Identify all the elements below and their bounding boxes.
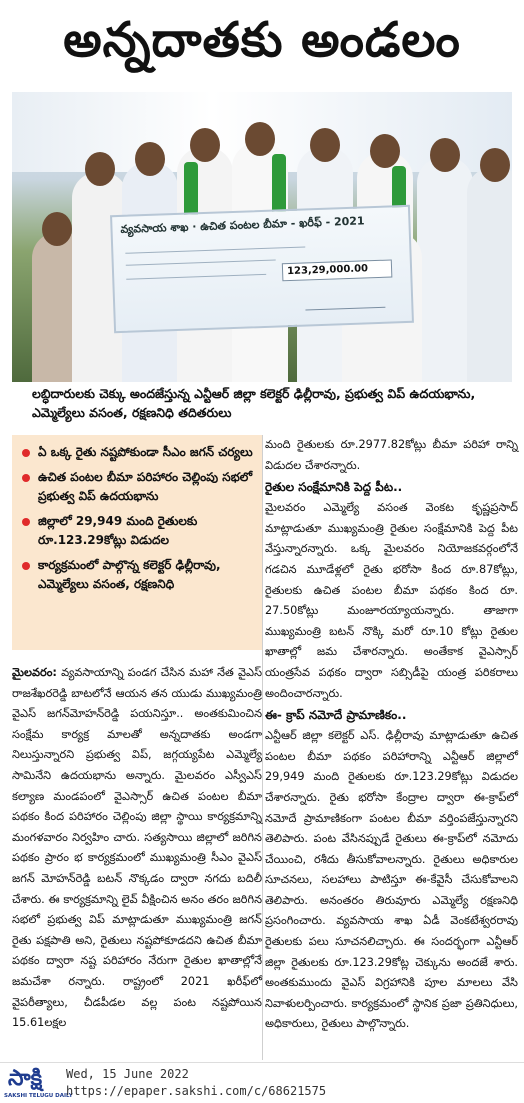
photo-person-head — [135, 142, 165, 176]
highlight-item — [22, 443, 254, 462]
cheque-line — [125, 246, 305, 253]
article-paragraph: మైలవరం ఎమ్మెల్యే వసంత వెంకట కృష్ణప్రసాద్ మాట్లాడుతూ ముఖ్యమంత్రి రైతుల సంక్షేమానికి పెద్ద పీట వేస్తున్నారన్నారు. ఒక్క మైలవరం నియోజకవర్గంలోనే గడచిన మూడేళ్లలో రైతు భరోసా కింద రూ.87కోట్లు, రైతులకు ఉచిత పంటల బీమా పథకం కింద రూ. 27.50కోట్లు మంజూరయ్యాయన్నారు. తాజాగా ముఖ్యమంత్రి బటన్ నొక్కి మరో రూ.10 కోట్లు రైతుల ఖాతాల్లో జమ చేశారన్నారు. అంతేకాక వైఎస్సార్ యంత్రసేవ పథకం ద్వారా సబ్సిడీపై యంత్ర పరికరాలు అందించారన్నారు. — [265, 501, 518, 700]
logo-mark: సాక్షి — [8, 1066, 43, 1091]
column-divider — [262, 435, 263, 1060]
highlight-item — [22, 512, 254, 550]
photo-person-head — [190, 128, 220, 162]
photo-person-head — [430, 138, 460, 172]
cheque-line — [126, 274, 266, 280]
highlight-text: జిల్లాలో 29,949 మంది రైతులకు రూ.123.29కోట్లు విడుదల — [38, 514, 198, 547]
bullet-icon — [22, 449, 30, 457]
highlight-item — [22, 556, 254, 594]
photo-caption: లబ్ధిదారులకు చెక్కు అందజేస్తున్న ఎన్టీఆర్ జిల్లా కలెక్టర్ ఢిల్లీరావు, ప్రభుత్వ విప్ ఉదయభాను, ఎమ్మెల్యేలు వసంత, రక్షణనిధి తదితరులు — [32, 386, 476, 420]
article-paragraph — [12, 663, 262, 1034]
cheque-heading: వ్యవసాయ శాఖ · ఉచిత పంటల బీమా - ఖరీఫ్ - 2021 — [120, 214, 365, 236]
article-paragraph: ఎన్టీఆర్ జిల్లా కలెక్టర్ ఎస్. ఢిల్లీరావు మాట్లాడుతూ ఉచిత పంటల బీమా పథకం పరిహారాన్ని ఎన్టీఆర్ జిల్లాలో 29,949 మంది రైతులకు రూ.123.29కోట్లు విడుదల చేశారన్నారు. రైతు భరోసా కేంద్రాల ద్వారా ఈ-క్రాప్‌లో నమోదే ప్రామాణికంగా పంటల బీమా వర్తింపజేస్తున్నారని తెలిపారు. పంట వేసినప్పుడే రైతులు ఈ-క్రాప్‌లో నమోదు చేయించి, రశీదు తీసుకోవాలన్నారు. రైతులు అధికారుల సూచనలు, సలహాలు పాటిస్తూ ఈ-కేవైసీ చేసుకోవాలని తెలిపారు. అనంతరం తిరువూరు ఎమ్మెల్యే రక్షణనిధి ప్రసంగించారు. వ్యవసాయ శాఖ ఏడీ వెంకటేశ్వరరావు రైతులకు పలు సూచనలిచ్చారు. ఈ సందర్భంగా ఎన్టీఆర్ జిల్లా రైతులకు రూ.123.29కోట్ల చెక్కును అందజే శారు. అంతకుముందు వైఎస్ విగ్రహానికి పూల మాలలు వేసి నివాళులర్పించారు. కార్యక్రమంలో స్థానిక ప్రజా ప్రతినిధులు, అధికారులు, రైతులు పాల్గొన్నారు. — [265, 729, 518, 1031]
subheading: రైతుల సంక్షేమానికి పెద్ద పీట.. — [265, 480, 403, 495]
article-right-column — [265, 435, 518, 1035]
bullet-icon — [22, 562, 30, 570]
article-paragraph: మంది రైతులకు రూ.2977.82కోట్లు బీమా పరిహా రాన్ని విడుదల చేశారన్నారు. — [265, 438, 518, 472]
bullet-icon — [22, 518, 30, 526]
logo-subtitle: SAKSHI TELUGU DAILY — [4, 1093, 73, 1099]
photo-person-head — [370, 134, 400, 168]
headline: అన్నదాతకు అండలం — [63, 12, 461, 68]
highlight-text: ఉచిత పంటల బీమా పరిహారం చెల్లింపు సభలో ప్రభుత్వ విప్ ఉదయభాను — [38, 470, 253, 503]
highlight-item — [22, 468, 254, 506]
subheading: ఈ- క్రాప్ నమోదే ప్రామాణికం.. — [265, 708, 407, 723]
article-left-column — [12, 663, 262, 1034]
footer — [0, 1062, 524, 1103]
dateline: మైలవరం: — [12, 666, 57, 679]
photo-person-head — [85, 152, 115, 186]
photo-person-head — [310, 128, 340, 162]
photo-person — [467, 167, 512, 382]
highlights-box — [12, 435, 262, 650]
epaper-link[interactable]: https://epaper.sakshi.com/c/68621575 — [66, 1084, 327, 1098]
photo-person-head — [480, 148, 510, 182]
news-photo — [12, 92, 512, 382]
photo-person-head — [42, 212, 72, 246]
cheque-line — [126, 260, 276, 266]
big-cheque — [110, 205, 414, 333]
photo-person-head — [245, 122, 275, 156]
photo-person — [417, 157, 473, 382]
cheque-signature — [305, 286, 386, 311]
highlight-text: ఏ ఒక్క రైతు నష్టపోకుండా సీఎం జగన్ చర్యలు — [38, 445, 253, 459]
bullet-icon — [22, 474, 30, 482]
highlight-text: కార్యక్రమంలో పాల్గొన్న కలెక్టర్ ఢిల్లీరావు, ఎమ్మెల్యేలు వసంత, రక్షణనిధి — [38, 558, 221, 591]
edition-date: Wed, 15 June 2022 — [66, 1067, 189, 1081]
cheque-amount: 123,29,000.00 — [282, 259, 393, 281]
article-text: వ్యవసాయాన్ని పండగ చేసిన మహా నేత వైఎస్ రాజశేఖరరెడ్డి బాటలోనే ఆయన తన యుడు ముఖ్యమంత్రి వైఎస్ జగన్‌మోహన్‌రెడ్డి పయనిస్తూ.. అంతకుమించిన సంక్షేమ కార్యక్ర మాలతో అన్నదాతకు అండగా నిలుస్తున్నారని ప్రభుత్వ విప్, జగ్గయ్యపేట ఎమ్మెల్యే సామినేని ఉదయభాను అన్నారు. మైలవరం ఎస్వీఎస్ కల్యాణ మండపంలో వైఎస్సార్ ఉచిత పంటల బీమా పథకం కింద పరిహారం చెల్లింపు జిల్లా స్థాయి కార్యక్రమాన్ని మంగళవారం నిర్వహిం చారు. సత్యసాయి జిల్లాలో జరిగిన పథకం ప్రారం భ కార్యక్రమంలో ముఖ్యమంత్రి సీఎం వైఎస్ జగన్ మోహన్‌రెడ్డి బటన్ నొక్కడం ద్వారా నగదు బదిలీ చేశారు. ఈ కార్యక్రమాన్ని లైవ్ వీక్షించిన అనం తరం జరిగిన సభలో ప్రభుత్వ విప్ మాట్లాడుతూ ముఖ్యమంత్రి జగన్ రైతు పక్షపాతి అని, రైతులు నష్టపోకూడదని ఉచిత బీమా పథకం ద్వారా నష్ట పరిహారం నేరుగా రైతుల ఖాతాల్లోనే జమచేశా రన్నారు. రాష్ట్రంలో 2021 ఖరీఫ్‌లో వైపరీత్యాలు, చీడపీడల వల్ల పంట నష్టపోయిన 15.61లక్షల — [12, 666, 262, 1030]
sakshi-logo — [2, 1066, 73, 1102]
